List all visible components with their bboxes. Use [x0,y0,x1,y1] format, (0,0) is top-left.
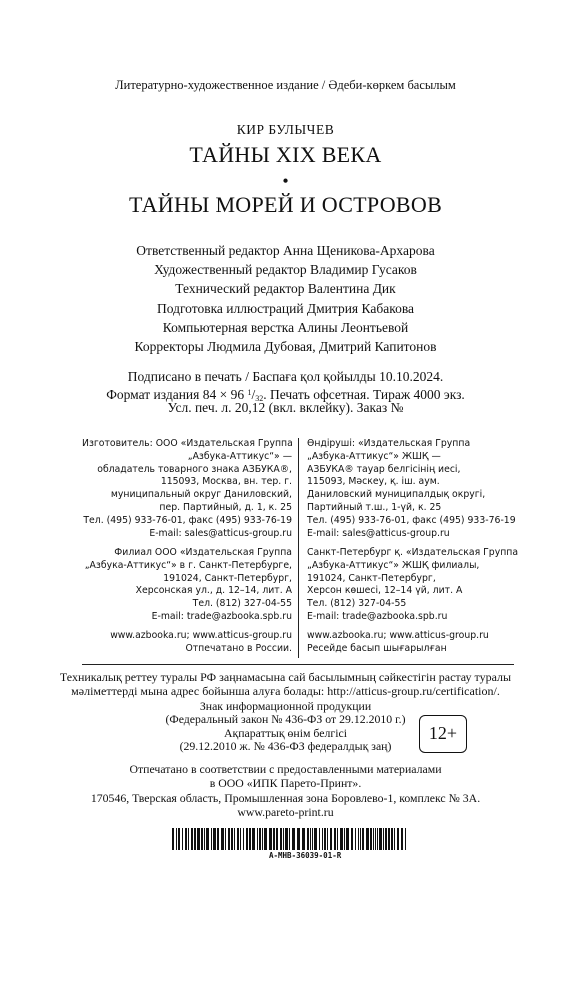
text-line: Филиал ООО «Издательская Группа [114,547,292,558]
barcode-bar [178,828,180,850]
branch-ru [82,547,292,624]
barcode-bar [377,828,378,850]
barcode-bar [302,828,305,850]
text-line: Отпечатано в России. [185,642,292,654]
book-title-1: ТАЙНЫ XIX ВЕКА [189,142,382,167]
barcode-bar [237,828,239,850]
barcode-bar [388,828,390,850]
signed-date: Подписано в печать / Баспаға қол қойылды 10.10.2024. [127,369,444,384]
text-line: 170546, Тверская область, Промышленная зона Боровлево-1, комплекс № 3А. [90,790,481,805]
barcode-bar [370,828,372,850]
text-line: „Азбука-Аттикус“» — [187,450,292,462]
text-line: 191024, Санкт-Петербург, [307,572,436,584]
credit-line: Корректоры Людмила Дубовая, Дмитрий Капитонов [134,338,437,354]
text-line: пер. Партийный, д. 1, к. 25 [159,501,292,513]
barcode-bar [283,828,284,850]
barcode-bar [201,828,203,850]
barcode-bar [188,828,189,850]
barcode-bar [240,828,241,850]
barcode-bar [182,828,183,850]
barcode-bar [340,828,343,850]
format-prefix: Формат издания 84 × 96 [106,386,248,402]
barcode-bar [213,828,216,850]
barcode-bar [221,828,224,850]
book-title-2: ТАЙНЫ МОРЕЙ И ОСТРОВОВ [128,192,443,217]
barcode-bar [397,828,399,850]
barcode-bar [273,828,275,850]
text-line: www.azbooka.ru; www.atticus-group.ru [110,630,292,641]
barcode-bar [383,828,384,850]
web-ru [82,630,292,656]
section-divider [82,664,514,665]
text-line: www.pareto-print.ru [237,805,334,820]
barcode-bar [344,828,345,850]
title-separator: • [282,171,289,191]
format-line: Формат издания 84 × 96 $^1/_{32}$. Печать офсетная. Тираж 4000 экз. [106,386,465,403]
barcode-bar [312,828,313,850]
column-divider [298,438,299,658]
manufacturer-ru [82,438,292,540]
barcode-bar [366,828,369,850]
text-line: (29.12.2010 ж. № 436-ФЗ федералдық заң) [179,739,392,754]
text-line: обладатель товарного знака АЗБУКА®, [97,463,292,475]
text-line: www.azbooka.ru; www.atticus-group.ru [307,630,489,641]
barcode-bar [262,828,263,850]
barcode-bar [257,828,258,850]
barcode-bar [249,828,251,850]
barcode-bar [394,828,395,850]
text-line: АЗБУКА® тауар белгісінің иесі, [307,463,461,475]
barcode-bar [194,828,196,850]
barcode-bar [351,828,353,850]
barcode-label: A-MHB-36039-01-R [269,851,342,860]
format-suffix: . Печать офсетная. Тираж 4000 экз. [263,386,465,402]
barcode-bar [379,828,382,850]
barcode-icon [172,828,406,850]
barcode-bar [385,828,387,850]
barcode-bar [375,828,376,850]
barcode-bar [243,828,244,850]
text-line: E-mail: trade@azbooka.spb.ru [307,610,448,622]
credit-line: Подготовка иллюстраций Дмитрия Кабакова [156,300,415,316]
author-name: КИР БУЛЫЧЕВ [236,122,335,137]
barcode-bar [185,828,187,850]
barcode-bar [292,828,295,850]
text-line: (Федеральный закон № 436-ФЗ от 29.12.2010 г.) [165,712,406,727]
credit-line: Компьютерная верстка Алины Леонтьевой [162,319,409,335]
text-line: Ресейде басып шығарылған [307,642,447,654]
genre-line: Литературно-художественное издание / Әдеби-көркем басылым [115,78,456,92]
barcode-bar [297,828,300,850]
text-line: „Азбука-Аттикус“» ЖШҚ филиалы, [307,559,480,571]
barcode-bar [197,828,200,850]
barcode-bar [327,828,328,850]
manufacturer-kz [307,438,527,540]
text-line: Тел. (812) 327-04-55 [307,598,407,610]
barcode-bar [269,828,272,850]
certification-note [0,670,571,698]
barcode-bar [373,828,374,850]
barcode-bar [346,828,349,850]
barcode-bar [204,828,205,850]
web-kz [307,630,527,656]
barcode-bar [225,828,226,850]
barcode-bar [191,828,193,850]
text-line: Даниловский муниципалдық округі, [307,489,486,501]
credit-line: Художественный редактор Владимир Гусаков [154,262,417,278]
text-line: E-mail: trade@azbooka.spb.ru [151,610,292,622]
text-line: Отпечатано в соответствии с предоставленными материалами [129,762,442,776]
barcode-bar [307,828,309,850]
barcode-bar [360,828,361,850]
text-line: 115093, Москва, вн. тер. г. [160,476,292,488]
text-line: 115093, Мәскеу, қ. іш. аум. [307,476,440,488]
text-line: Тел. (812) 327-04-55 [192,598,292,610]
text-line: Техникалық реттеу туралы РФ заңнамасына сай басылымның сәйкестігін растау туралы [59,670,512,684]
text-line: Ақпараттық өнім белгісі [223,725,348,740]
text-line: Херсон көшесі, 12–14 үй, лит. А [307,585,463,597]
barcode-bar [264,828,267,850]
barcode-bar [355,828,356,850]
text-line: в ООО «ИПК Парето-Принт». [209,776,362,791]
barcode-bar [337,828,338,850]
format-denominator: 32 [255,393,264,403]
barcode-bar [330,828,332,850]
barcode-bar [246,828,248,850]
text-line: Партийный т.ш., 1-үй, к. 25 [307,501,442,513]
text-line: Херсонская ул., д. 12–14, лит. А [135,585,292,597]
barcode-bar [280,828,282,850]
sheets-line: Усл. печ. л. 20,12 (вкл. вклейку). Заказ № [167,400,404,415]
barcode-bar [289,828,290,850]
text-line: Тел. (495) 933-76-01, факс (495) 933-76-19 [83,514,292,526]
credit-line: Технический редактор Валентина Дик [175,281,396,297]
barcode-bar [358,828,359,850]
barcode-bar [322,828,323,850]
credits-list [0,241,571,356]
printer-info [0,762,571,820]
age-rating-badge: 12+ [419,715,467,753]
barcode-bar [334,828,336,850]
barcode-bar [176,828,177,850]
text-line: 191024, Санкт-Петербург, [163,572,292,584]
barcode-bar [362,828,364,850]
barcode-bar [391,828,393,850]
info-product-sign [0,700,571,754]
text-line: E-mail: sales@atticus-group.ru [149,527,292,539]
barcode-bar [285,828,288,850]
text-line: Знак информационной продукции [199,699,372,713]
text-line: Санкт-Петербург қ. «Издательская Группа [307,547,519,558]
barcode-bar [310,828,311,850]
barcode-bar [259,828,261,850]
barcode-bar [405,828,406,850]
barcode-bar [228,828,230,850]
barcode-bar [206,828,209,850]
barcode-bar [234,828,235,850]
barcode-bar [401,828,403,850]
barcode-bar [324,828,326,850]
credit-line: Ответственный редактор Анна Щеникова-Архарова [136,243,435,258]
format-numerator: 1 [247,387,252,397]
barcode-bar [276,828,278,850]
text-line: мәліметтерді мына адрес бойынша алуға болады: http://atticus-group.ru/certification/. [71,684,500,698]
text-line: Тел. (495) 933-76-01, факс (495) 933-76-19 [307,514,516,526]
barcode-bar [211,828,212,850]
text-line: муниципальный округ Даниловский, [110,489,292,501]
barcode-bar [314,828,317,850]
barcode-bar [217,828,219,850]
barcode-bar [319,828,320,850]
barcode-bar [172,828,174,850]
text-line: Изготовитель: ООО «Издательская Группа [82,438,293,449]
text-line: Өндіруші: «Издательская Группа [307,438,471,449]
text-line: „Азбука-Аттикус“» ЖШҚ — [307,450,441,462]
text-line: E-mail: sales@atticus-group.ru [307,527,450,539]
branch-kz [307,547,527,624]
text-line: „Азбука-Аттикус“» в г. Санкт-Петербурге, [84,559,292,571]
barcode-bar [231,828,233,850]
print-info [0,369,571,416]
barcode-bar [252,828,255,850]
